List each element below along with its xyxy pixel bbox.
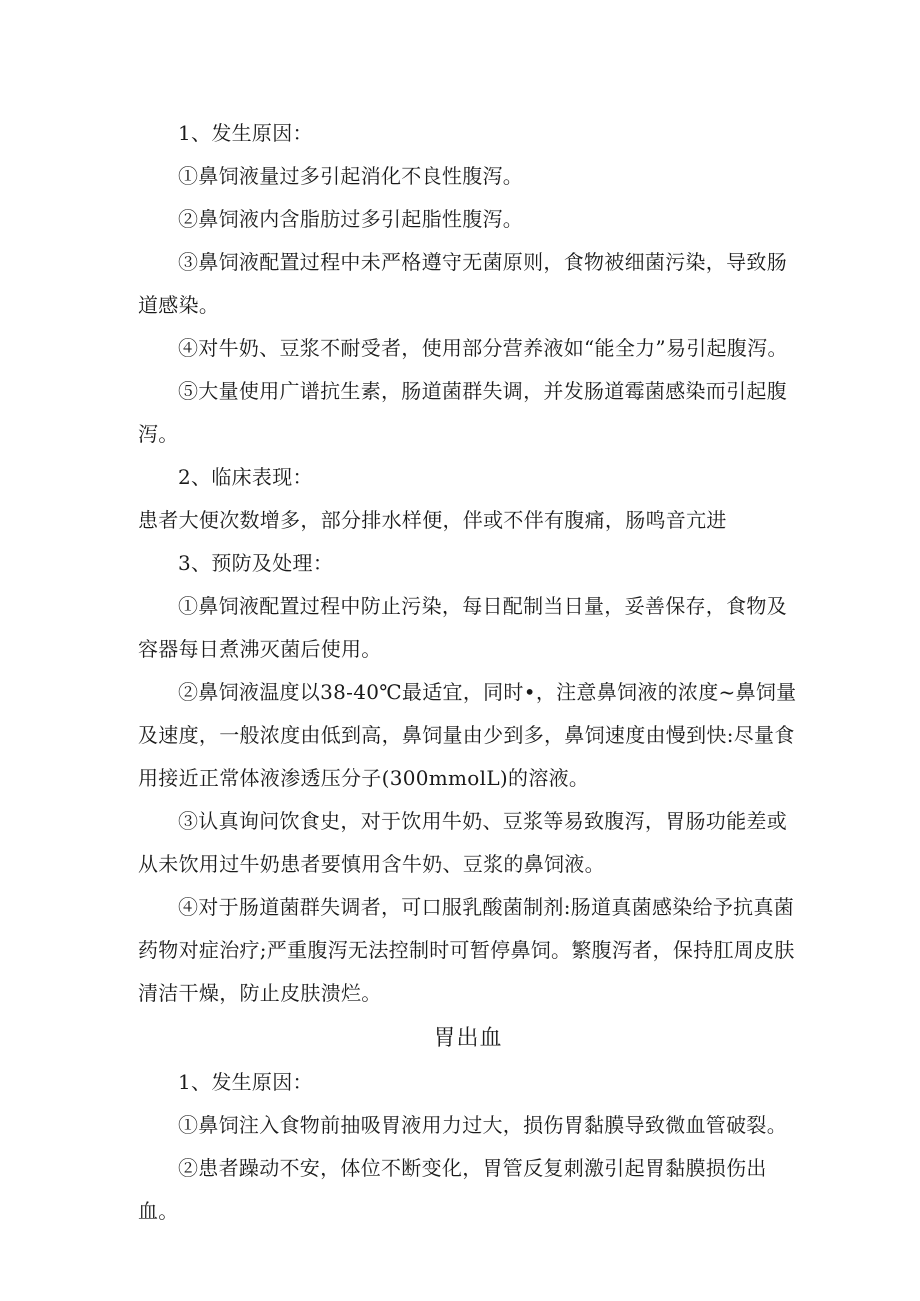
prevention-item: ③认真询问饮食史，对于饮用牛奶、豆浆等易致腹泻，胃肠功能差或从未饮用过牛奶患者要慎用含牛奶、豆浆的鼻饲液。: [138, 809, 787, 876]
heading-clinical: 2、临床表现：: [178, 465, 313, 489]
prevention-item: ④对于肠道菌群失调者，可口服乳酸菌制剂:肠道真菌感染给予抗真菌药物对症治疗;严重腹泻无法控制时可暂停鼻饲。繁腹泻者，保持肛周皮肤清洁干燥，防止皮肤溃烂。: [138, 895, 795, 1005]
prevention-item: ②鼻饲液温度以38-40℃最适宜，同时•，注意鼻饲液的浓度~鼻饲量及速度，一般浓度由低到高，鼻饲量由少到多，鼻饲速度由慢到快:尽量食用接近正常体液渗透压分子(300mmolL)的溶液。: [138, 680, 797, 790]
cause-item: ②鼻饲液内含脂肪过多引起脂性腹泻。: [178, 207, 524, 231]
cause-item-2: ②患者躁动不安，体位不断变化，胃管反复刺激引起胃黏膜损伤出血。: [138, 1156, 767, 1223]
heading-prevention: 3、预防及处理：: [178, 551, 334, 575]
cause-item: ①鼻饲液量过多引起消化不良性腹泻。: [178, 164, 524, 188]
heading-cause: 1、发生原因：: [178, 121, 313, 145]
document-body: [138, 112, 798, 1233]
cause-item: ③鼻饲液配置过程中未严格遵守无菌原则，食物被细菌污染，导致肠道感染。: [138, 250, 787, 317]
section-title-gastric-bleeding: 胃出血: [433, 1026, 503, 1051]
cause-item: ⑤大量使用广谱抗生素，肠道菌群失调，并发肠道霉菌感染而引起腹泻。: [138, 379, 787, 446]
heading-cause-2: 1、发生原因：: [178, 1070, 313, 1094]
clinical-text: 患者大便次数增多，部分排水样便，伴或不伴有腹痛，肠鸣音亢进: [138, 508, 727, 532]
prevention-item: ①鼻饲液配置过程中防止污染，每日配制当日量，妥善保存，食物及容器每日煮沸灭菌后使用。: [138, 594, 787, 661]
cause-item-2: ①鼻饲注入食物前抽吸胃液用力过大，损伤胃黏膜导致微血管破裂。: [178, 1113, 787, 1137]
cause-item: ④对牛奶、豆浆不耐受者，使用部分营养液如“能全力”易引起腹泻。: [178, 336, 788, 360]
